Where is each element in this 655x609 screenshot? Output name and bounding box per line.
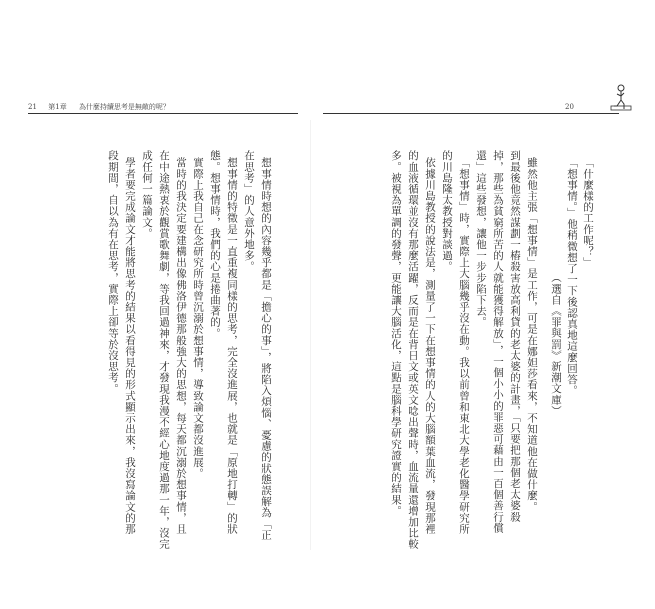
- text-column: 的川島隆太教授對談過。: [441, 150, 453, 273]
- text-column: 實際上我自己在念研究所時曾沉溺於想事情，導致論文都沒進展。: [192, 157, 204, 479]
- header-rule-right: [323, 113, 619, 114]
- text-column: 依據川島教授的說法是，測量了一下在想事情的人的大腦額葉血流，發現那裡: [424, 157, 436, 535]
- text-column: 雖然他主張「想事情」是工作，可是在娜妲莎看來，不知道他在做什麼。: [526, 157, 538, 513]
- book-gutter: [310, 120, 311, 550]
- text-column: 段期間，自以為有在思考，實際上卻等於沒思考。: [107, 150, 119, 395]
- text-column: 多。被視為單調的發聲，更能讓大腦活化，這點是腦科學研究證實的結果。: [390, 150, 402, 517]
- chapter-title: 為什麼持續思考是無敵的呢？: [78, 103, 170, 111]
- left-page-number: 21: [28, 103, 37, 111]
- text-column: （選自《罪與罰》新潮文庫）: [550, 272, 562, 417]
- text-column: 在中途熱衷於觀賞歌舞劇，等我回過神來，才發現我漫不經心地度過那一年，沒完: [158, 150, 170, 550]
- right-page-number: 20: [565, 103, 574, 111]
- text-column: 還」這些發想，讓他一步步陷下去。: [475, 150, 487, 328]
- thinker-figure-icon: [609, 82, 633, 112]
- text-column: 「想事情」時，實際上大腦幾乎沒在動。我以前曾和東北大學老化醫學研究所: [458, 157, 470, 535]
- running-head-left: [28, 100, 170, 114]
- text-column: 在思考」的人意外地多。: [243, 150, 255, 273]
- text-column: 想事情時想的內容幾乎都是「擔心的事」，將陷入煩惱、憂慮的狀態誤解為「正: [260, 157, 272, 541]
- text-column: 當時的我決定要建構出像佛洛伊德那般強大的思想，每天都沉溺於想事情，且: [175, 157, 187, 535]
- text-column: 態。想事情時，我們的心是捲曲著的。: [209, 150, 221, 339]
- text-column: 成任何一篇論文。: [141, 150, 153, 239]
- text-column: 的血液循環並沒有那麼活躍，反而是在背日文或英文唸出聲時，血流量還增加比較: [407, 150, 419, 550]
- chapter-label: 第1章: [48, 103, 67, 111]
- text-column: 到最後他竟然謀劃一樁殺害放高利貸的老太婆的計畫，「只要把那個老太婆殺: [509, 150, 521, 523]
- header-rule-left: [28, 113, 298, 114]
- text-column: 「想事情。」他稍微想了一下後認真地這麼回答。: [566, 157, 578, 396]
- text-column: 「什麼樣的工作呢？」: [582, 157, 594, 268]
- text-column: 學者要完成論文才能將思考的結果以看得見的形式顯示出來，我沒寫論文的那: [124, 157, 136, 535]
- text-column: 想事情的特徵是一直重複同樣的思考，完全沒進展，也就是「原地打轉」的狀: [226, 157, 238, 535]
- text-column: 掉，那些為貧窮所苦的人就能獲得解放」，一個小小的罪惡可藉由一百個善行償: [492, 150, 504, 534]
